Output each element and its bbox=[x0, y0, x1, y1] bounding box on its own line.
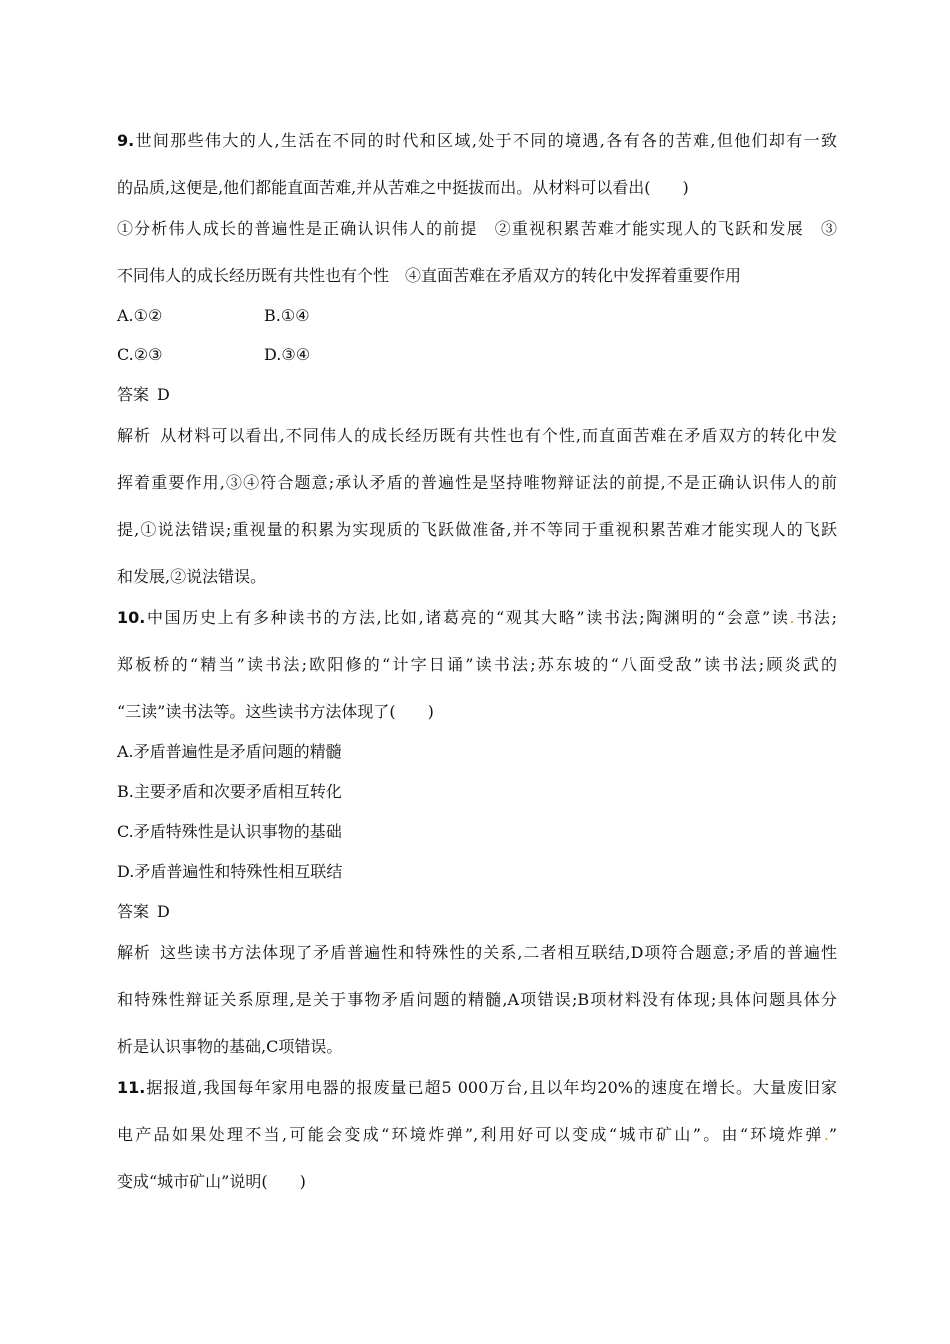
q9-options-row-2 bbox=[117, 345, 837, 365]
q9-answer: 答案 D bbox=[117, 385, 170, 404]
q11-stem-line-3: 变成“城市矿山”说明( ) bbox=[117, 1172, 306, 1191]
q9-statement-line-1: ①分析伟人成长的普遍性是正确认识伟人的前提 ②重视积累苦难才能实现人的飞跃和发展 ③ bbox=[117, 219, 837, 238]
q9-analysis-line-2: 挥着重要作用,③④符合题意;承认矛盾的普遍性是坚持唯物辩证法的前提,不是正确认识伟人的前 bbox=[117, 473, 837, 492]
q11-stem-line-1: 11.据报道,我国每年家用电器的报废量已超5 000万台,且以年均20%的速度在增长。大量废旧家 bbox=[117, 1078, 837, 1097]
q10-option-b: B.主要矛盾和次要矛盾相互转化 bbox=[117, 782, 342, 801]
q9-option-c: C.②③ bbox=[117, 345, 163, 364]
q10-option-a: A.矛盾普遍性是矛盾问题的精髓 bbox=[117, 742, 342, 761]
q9-number: 9. bbox=[117, 131, 135, 150]
q9-analysis-line-3: 提,①说法错误;重视量的积累为实现质的飞跃做准备,并不等同于重视积累苦难才能实现人的飞跃 bbox=[117, 520, 837, 539]
q9-stem-line-1: 9.世间那些伟大的人,生活在不同的时代和区域,处于不同的境遇,各有各的苦难,但他们却有一致 bbox=[117, 131, 837, 150]
q10-option-c: C.矛盾特殊性是认识事物的基础 bbox=[117, 822, 342, 841]
q10-option-d: D.矛盾普遍性和特殊性相互联结 bbox=[117, 862, 343, 881]
q9-analysis-line-1: 解析 从材料可以看出,不同伟人的成长经历既有共性也有个性,而直面苦难在矛盾双方的转化中发 bbox=[117, 426, 837, 445]
q9-options-row-1 bbox=[117, 306, 837, 326]
q11-number: 11. bbox=[117, 1078, 146, 1097]
q10-analysis-line-3: 析是认识事物的基础,C项错误。 bbox=[117, 1037, 343, 1056]
q9-stem-line-2: 的品质,这便是,他们都能直面苦难,并从苦难之中挺拔而出。从材料可以看出( ) bbox=[117, 178, 689, 197]
q10-stem-line-2: 郑板桥的“精当”读书法;欧阳修的“计字日诵”读书法;苏东坡的“八面受敌”读书法;顾炎武的 bbox=[117, 655, 837, 674]
q10-number: 10. bbox=[117, 608, 146, 627]
q10-analysis-line-1: 解析 这些读书方法体现了矛盾普遍性和特殊性的关系,二者相互联结,D项符合题意;矛盾的普遍性 bbox=[117, 943, 837, 962]
q9-option-a: A.①② bbox=[117, 306, 163, 325]
q9-option-d: D.③④ bbox=[264, 345, 311, 364]
q9-analysis-line-4: 和发展,②说法错误。 bbox=[117, 567, 267, 586]
q11-stem-line-2: 电产品如果处理不当,可能会变成“环境炸弹”,利用好可以变成“城市矿山”。由“环境炸弹.” bbox=[117, 1125, 837, 1144]
q10-analysis-line-2: 和特殊性辩证关系原理,是关于事物矛盾问题的精髓,A项错误;B项材料没有体现;具体问题具体分 bbox=[117, 990, 837, 1009]
emphasis-dot: . bbox=[789, 608, 795, 627]
emphasis-dot: . bbox=[823, 1125, 829, 1144]
q9-option-b: B.①④ bbox=[264, 306, 310, 325]
q10-answer: 答案 D bbox=[117, 902, 170, 921]
q9-statement-line-2: 不同伟人的成长经历既有共性也有个性 ④直面苦难在矛盾双方的转化中发挥着重要作用 bbox=[117, 266, 742, 285]
q10-stem-line-1: 10.中国历史上有多种读书的方法,比如,诸葛亮的“观其大略”读书法;陶渊明的“会意”读.书法; bbox=[117, 608, 837, 627]
q10-stem-line-3: “三读”读书法等。这些读书方法体现了( ) bbox=[117, 702, 434, 721]
